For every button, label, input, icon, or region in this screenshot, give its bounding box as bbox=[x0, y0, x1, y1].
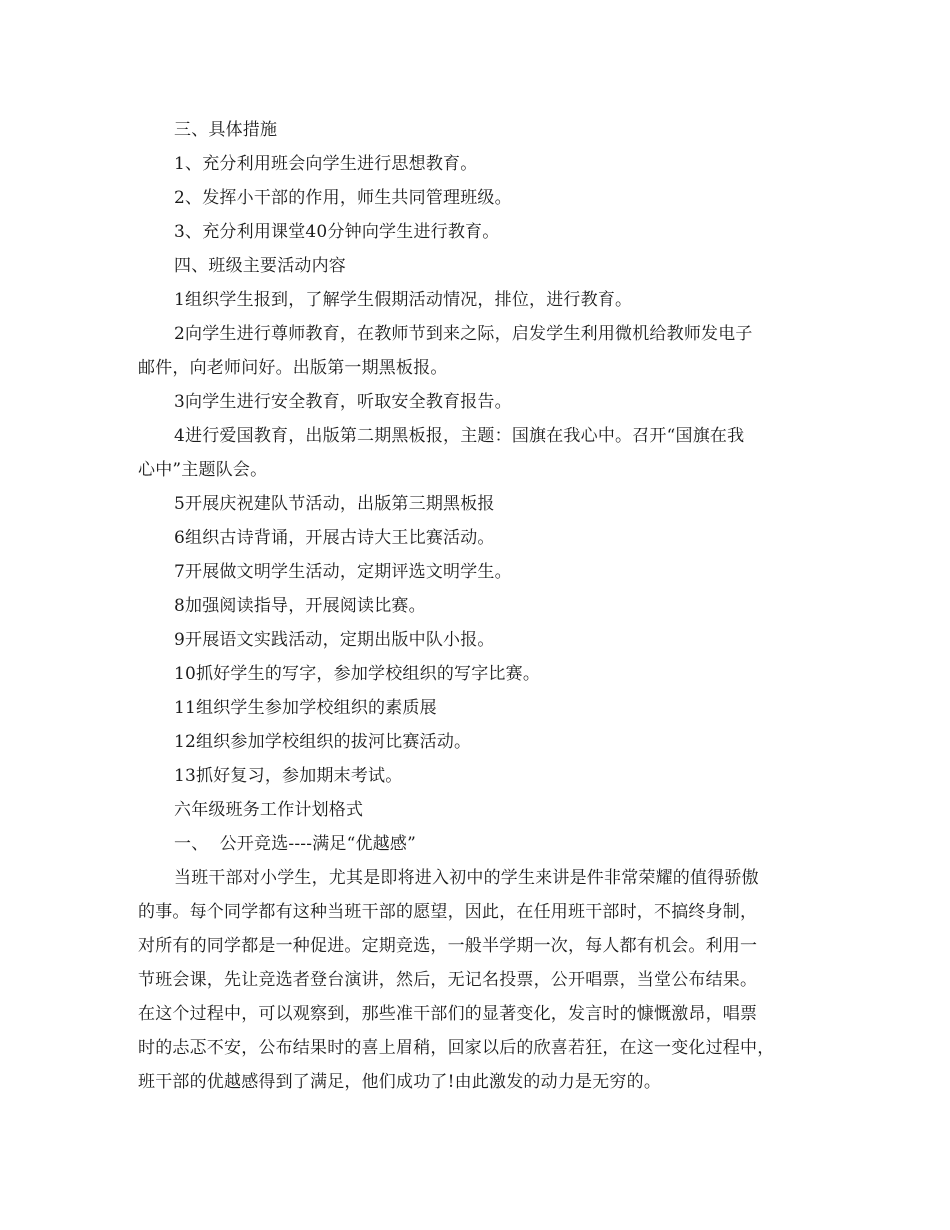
activity-item-12: 12组织参加学校组织的拔河比赛活动。 bbox=[174, 732, 472, 752]
paragraph-line-1: 当班干部对小学生，尤其是即将进入初中的学生来讲是件非常荣耀的值得骄傲 bbox=[174, 868, 759, 888]
paragraph-line-2: 的事。每个同学都有这种当班干部的愿望，因此，在任用班干部时，不搞终身制， bbox=[138, 902, 758, 922]
activity-item-8: 8加强阅读指导，开展阅读比赛。 bbox=[174, 596, 426, 616]
activity-item-4-line1: 4进行爱国教育，出版第二期黑板报，主题：国旗在我心中。召开“国旗在我 bbox=[174, 426, 745, 446]
measure-item-3: 3、充分利用课堂40分钟向学生进行教育。 bbox=[174, 222, 500, 242]
section-title: 六年级班务工作计划格式 bbox=[174, 800, 364, 820]
subsection-title: 一、 公开竞选----满足“优越感” bbox=[174, 834, 416, 854]
paragraph-line-6: 时的忐忑不安，公布结果时的喜上眉稍，回家以后的欣喜若狂，在这一变化过程中， bbox=[138, 1038, 775, 1058]
document-body bbox=[138, 113, 838, 1099]
paragraph-line-5: 在这个过程中，可以观察到，那些准干部们的显著变化，发言时的慷慨激昂，唱票 bbox=[138, 1004, 758, 1024]
activity-item-10: 10抓好学生的写字，参加学校组织的写字比赛。 bbox=[174, 664, 541, 684]
activity-item-2-line2: 邮件，向老师问好。出版第一期黑板报。 bbox=[138, 358, 448, 378]
activity-item-5: 5开展庆祝建队节活动，出版第三期黑板报 bbox=[174, 494, 495, 514]
activity-item-1: 1组织学生报到，了解学生假期活动情况，排位，进行教育。 bbox=[174, 290, 633, 310]
activity-item-11: 11组织学生参加学校组织的素质展 bbox=[174, 698, 437, 718]
paragraph-line-7: 班干部的优越感得到了满足，他们成功了!由此激发的动力是无穷的。 bbox=[138, 1072, 662, 1092]
activity-item-9: 9开展语文实践活动，定期出版中队小报。 bbox=[174, 630, 495, 650]
activity-item-2-line1: 2向学生进行尊师教育，在教师节到来之际，启发学生利用微机给教师发电子 bbox=[174, 324, 753, 344]
paragraph-line-3: 对所有的同学都是一种促进。定期竞选，一般半学期一次，每人都有机会。利用一 bbox=[138, 936, 758, 956]
activity-item-6: 6组织古诗背诵，开展古诗大王比赛活动。 bbox=[174, 528, 495, 548]
activity-item-4-line2: 心中”主题队会。 bbox=[138, 460, 268, 480]
activity-item-3: 3向学生进行安全教育，听取安全教育报告。 bbox=[174, 392, 512, 412]
paragraph-line-4: 节班会课，先让竞选者登台演讲，然后，无记名投票，公开唱票，当堂公布结果。 bbox=[138, 970, 758, 990]
measure-item-2: 2、发挥小干部的作用，师生共同管理班级。 bbox=[174, 188, 512, 208]
measure-item-1: 1、充分利用班会向学生进行思想教育。 bbox=[174, 154, 478, 174]
activity-item-7: 7开展做文明学生活动，定期评选文明学生。 bbox=[174, 562, 512, 582]
section-heading-measures: 三、具体措施 bbox=[174, 120, 278, 140]
section-heading-activities: 四、班级主要活动内容 bbox=[174, 256, 346, 276]
activity-item-13: 13抓好复习，参加期末考试。 bbox=[174, 766, 403, 786]
